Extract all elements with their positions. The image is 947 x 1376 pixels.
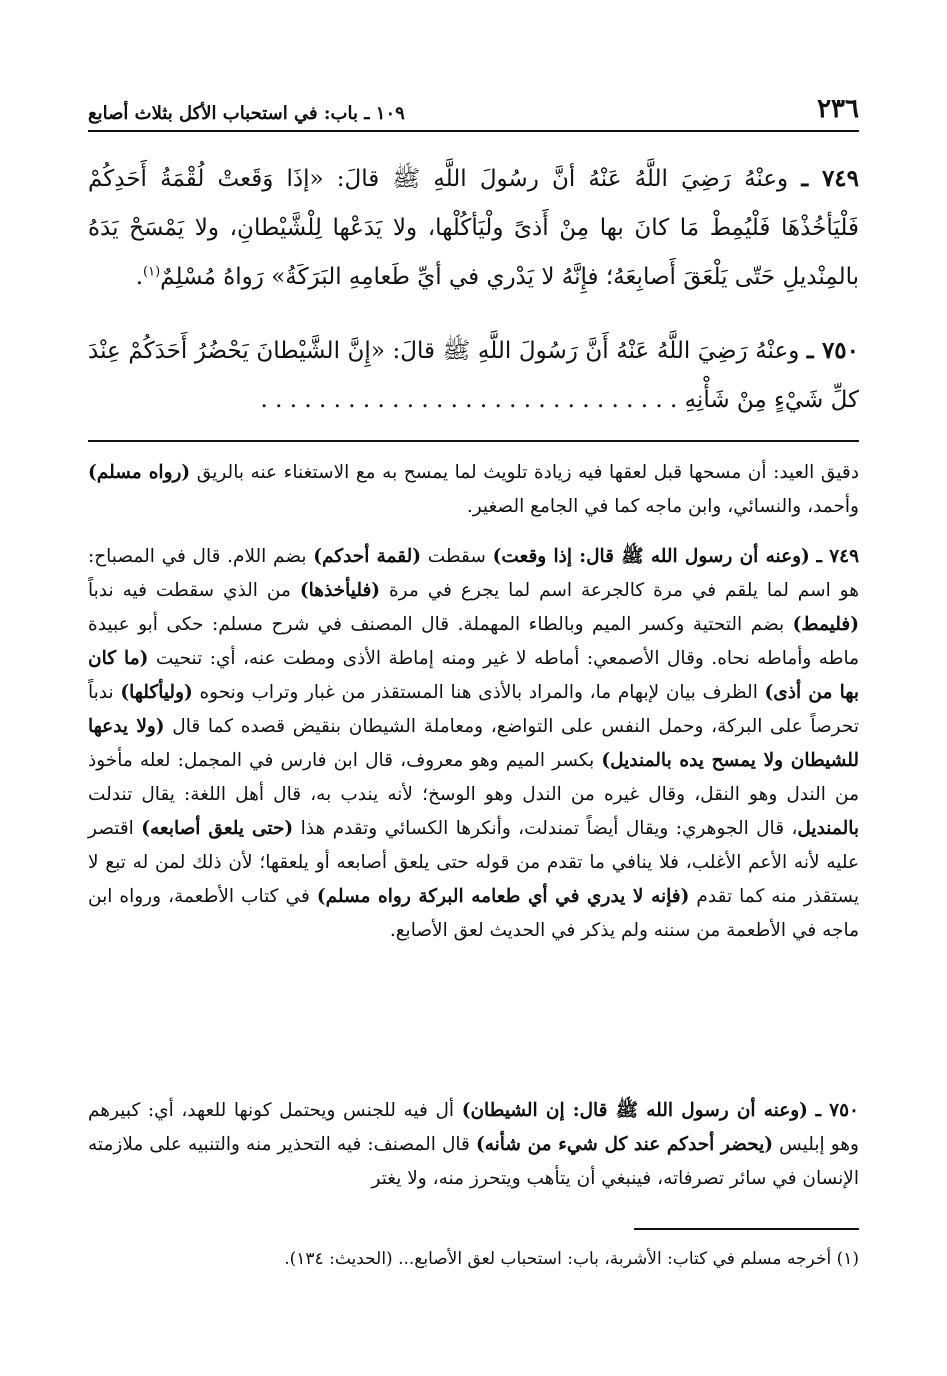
hadith-end: . [135, 264, 144, 290]
commentary-number: ٧٤٩ ـ [816, 546, 860, 567]
commentary-bold: بالمنديل [797, 818, 859, 839]
commentary-intro [88, 456, 859, 524]
running-title: ١٠٩ ـ باب: في استحباب الأكل بثلاث أصابع [88, 103, 405, 124]
commentary-bold: (ولا يدعها للشيطان ولا يمسح يده بالمنديل) [88, 716, 859, 771]
commentary-bold: (وعنه أن رسول الله ﷺ قال: إذا وقعت) [492, 546, 810, 567]
commentary-text: بكسر الميم وهو معروف، قال ابن فارس في المجمل: لعله مأخوذ من الندل وهو النقل، وقال غيره من الندل وهو الوسخ؛ لأنه يندب به، قال أهل اللغة: يقال تندلت [88, 750, 859, 805]
hadith-number: ٧٤٩ ـ [801, 165, 860, 192]
page-number: ٢٣٦ [817, 94, 859, 124]
commentary-749 [88, 540, 859, 948]
commentary-text: دقيق العيد: أن مسحها قبل لعقها فيه زيادة تلويث لما يمسح به مع الاستغناء عنه بالريق [196, 462, 859, 483]
commentary-bold: (فإنه لا يدري في أي طعامه البركة رواه مسلم) [316, 886, 690, 907]
commentary-text: وأحمد، والنسائي، وابن ماجه كما في الجامع الصغير. [466, 496, 859, 517]
commentary-text: ، قال الجوهري: ويقال أيضاً تمندلت، وأنكرها الكسائي وتقدم هذا [293, 818, 798, 839]
commentary-text: أل فيه للجنس ويحتمل كونها للعهد، أي: كبيرهم وهو إبليس [88, 1100, 859, 1155]
page-header [88, 92, 859, 132]
commentary-text: الظرف بيان لإبهام ما، والمراد بالأذى هنا المستقذر من غبار وتراب ونحوه [192, 682, 765, 703]
commentary-bold: (حتى يلعق أصابعه) [141, 818, 294, 839]
footnote: (١) أخرجه مسلم في كتاب: الأشربة، باب: استحباب لعق الأصابع... (الحديث: ١٣٤). [284, 1249, 859, 1269]
footnote-ref: (١) [143, 264, 161, 280]
commentary-text: بضم اللام. قال في المصباح: هو اسم لما يلقم في مرة كالجرعة اسم لما يجرع في مرة [88, 546, 859, 601]
commentary-number: ٧٥٠ ـ [815, 1100, 859, 1121]
commentary-text: من الذي سقطت فيه ندباً [88, 580, 300, 601]
hadith-749 [88, 154, 859, 302]
hadith-text: وعنْهُ رَضِيَ اللَّهُ عَنْهُ أَنَّ رَسُولَ اللَّهِ ﷺ قالَ: «إِنَّ الشَّيْطانَ يَحْضُرُ أَحَدَكُمْ عِنْدَ كلِّ شَيْءٍ مِنْ شَأْنِهِ [88, 338, 859, 413]
hadith-number: ٧٥٠ ـ [806, 337, 859, 364]
commentary-bold: (فليأخذها) [299, 580, 381, 601]
commentary-bold: (وليأكلها) [120, 682, 193, 703]
commentary-750 [88, 1094, 859, 1196]
commentary-text: بضم التحتية وكسر الميم وبالطاء المهملة. قال المصنف في شرح مسلم: حكى أبو عبيدة ماطه وأماطه نحاه. وقال الأصمعي: أماطه لا غير ومنه إماطة الأذى ومطت عنه، أي: تنحيت [88, 614, 859, 669]
hadith-text: وعنْهُ رَضِيَ اللَّهُ عَنْهُ أنَّ رسُولَ اللَّهِ ﷺ قالَ: «إذَا وَقَعتْ لُقْمَةُ أَحَدِكُمْ فَلْيَأخُذْهَا فَلْيُمِطْ مَا كانَ بها مِنْ أَذىً ولْيَأكُلْها، ولا يَدَعْها لِلْشَّيْطانِ، ولا يَمْسَحْ يَدَهُ بالمِنْديلِ حَتّى يَلْعَقَ أَصابِعَهُ؛ فإِنَّهُ لا يَدْري في أيِّ طَعامِهِ البَرَكَةُ» رَواهُ مُسْلِمٌ [88, 166, 859, 290]
hadith-ellipsis: . . . . . . . . . . . . . . . . . . . . . . . . . . . . . [260, 387, 678, 413]
commentary-bold: (رواه مسلم) [88, 462, 191, 483]
hadith-750 [88, 326, 859, 425]
commentary-text: قال المصنف: فيه التحذير منه والتنبيه على ملازمته الإنسان في سائر تصرفاته، فينبغي أن يتأهب ويتحرز منه، ولا يغتر [88, 1134, 859, 1189]
footnote-rule [634, 1228, 859, 1230]
commentary-text: اقتصر عليه لأنه الأعم الأغلب، فلا ينافي ما تقدم من قوله حتى يلعق أصابعه أو يلعقها؛ لأن ذلك لمن له تبع لا يستقذر منه كما تقدم [88, 818, 859, 907]
section-divider [88, 440, 859, 442]
commentary-bold: (ما كان بها من أذى) [88, 648, 859, 703]
commentary-text: ندباً تحرصاً على البركة، وحمل النفس على التواضع، ومعاملة الشيطان بنقيض قصده كما قال [88, 682, 859, 737]
commentary-bold: (فليمط) [792, 614, 859, 635]
commentary-text: في كتاب الأطعمة، ورواه ابن ماجه في الأطعمة من سننه ولم يذكر في الحديث لعق الأصابع. [88, 886, 859, 941]
commentary-bold: (يحضر أحدكم عند كل شيء من شأنه) [475, 1134, 774, 1155]
commentary-bold: (لقمة أحدكم) [313, 546, 421, 567]
commentary-text: سقطت [421, 546, 493, 567]
commentary-bold: (وعنه أن رسول الله ﷺ قال: إن الشيطان) [461, 1100, 808, 1121]
